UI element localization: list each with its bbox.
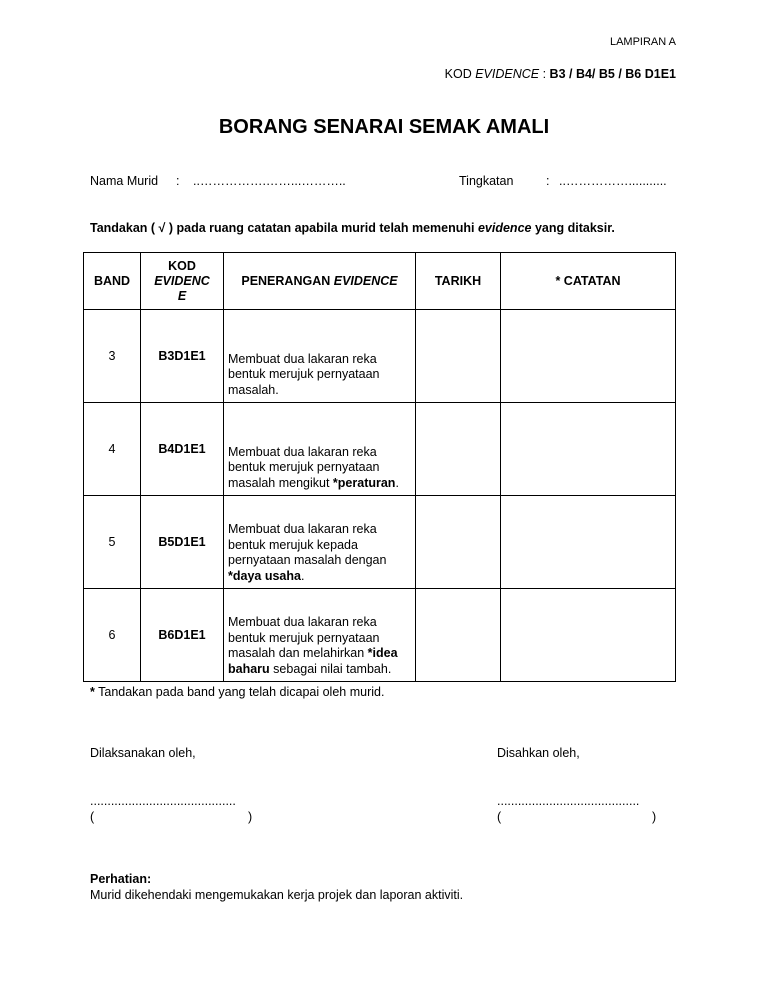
lampiran-label: LAMPIRAN A [609, 36, 676, 48]
description-cell [224, 310, 416, 403]
kod-cell: B3D1E1 [141, 310, 224, 403]
description-cell [224, 496, 416, 589]
perhatian-heading: Perhatian: [90, 872, 152, 886]
left-paren-close: ) [248, 810, 253, 824]
evidence-table [83, 252, 676, 682]
description-tail: . [395, 475, 399, 490]
tarikh-cell[interactable] [416, 496, 501, 589]
left-signature-line[interactable]: .......................................... [90, 794, 236, 808]
header-band: BAND [84, 253, 141, 310]
instruction-italic: evidence [477, 221, 532, 235]
description-bold: *idea baharu [228, 646, 398, 676]
left-paren-open: ( [90, 810, 95, 824]
tingkatan-field[interactable]: ..……………........... [559, 174, 667, 188]
kod-label: KOD [444, 67, 476, 81]
kod-cell: B4D1E1 [141, 403, 224, 496]
description-cell [224, 589, 416, 682]
note-star: * [90, 685, 95, 699]
nama-label: Nama Murid [90, 174, 159, 188]
nama-field[interactable]: ..…………….……...……….. [193, 174, 346, 188]
header-penerangan: PENERANGAN EVIDENCE [224, 253, 416, 310]
instruction [90, 221, 615, 235]
header-catatan: * CATATAN [501, 253, 676, 310]
table-row [84, 403, 676, 496]
catatan-cell[interactable] [501, 403, 676, 496]
tingkatan-label: Tingkatan [459, 174, 514, 188]
dilaksanakan-label: Dilaksanakan oleh, [90, 746, 196, 760]
description-bold: *daya usaha [228, 568, 301, 583]
table-row [84, 310, 676, 403]
band-cell: 6 [84, 589, 141, 682]
kod-colon: : [539, 67, 550, 81]
tarikh-cell[interactable] [416, 310, 501, 403]
tarikh-cell[interactable] [416, 589, 501, 682]
instruction-part2: yang ditaksir. [531, 221, 615, 235]
table-row [84, 589, 676, 682]
right-signature-line[interactable]: ......................................... [497, 794, 640, 808]
description-tail: . [300, 568, 305, 583]
catatan-cell[interactable] [501, 496, 676, 589]
tingkatan-colon: : [546, 174, 550, 188]
kod-evidence-line [445, 67, 676, 81]
instruction-part1: Tandakan ( √ ) pada ruang catatan apabila murid telah memenuhi [90, 221, 478, 235]
description-cell [224, 403, 416, 496]
nama-colon: : [176, 174, 180, 188]
perhatian-text: Murid dikehendaki mengemukakan kerja projek dan laporan aktiviti. [90, 888, 464, 902]
disahkan-label: Disahkan oleh, [497, 746, 580, 760]
catatan-cell[interactable] [501, 310, 676, 403]
band-cell: 4 [84, 403, 141, 496]
description-text: Membuat dua lakaran reka bentuk merujuk pernyataan masalah. [228, 351, 383, 397]
right-paren-close: ) [652, 810, 657, 824]
description-tail: sebagai nilai tambah. [269, 661, 392, 676]
header-tarikh: TARIKH [416, 253, 501, 310]
page-title: BORANG SENARAI SEMAK AMALI [218, 116, 550, 138]
kod-cell: B5D1E1 [141, 496, 224, 589]
catatan-cell[interactable] [501, 589, 676, 682]
description-text: Membuat dua lakaran reka bentuk merujuk kepada pernyataan masalah dengan [228, 522, 390, 567]
kod-label-italic: EVIDENCE [475, 67, 540, 81]
kod-cell: B6D1E1 [141, 589, 224, 682]
right-paren-open: ( [497, 810, 502, 824]
description-text: Membuat dua lakaran reka bentuk merujuk pernyataan masalah mengikut [228, 444, 383, 490]
band-cell: 3 [84, 310, 141, 403]
description-bold: *peraturan [332, 475, 396, 490]
description-text: Membuat dua lakaran reka bentuk merujuk pernyataan masalah dan melahirkan [228, 615, 383, 660]
tarikh-cell[interactable] [416, 403, 501, 496]
note-text: Tandakan pada band yang telah dicapai oleh murid. [94, 685, 385, 699]
band-note [90, 685, 384, 699]
table-row [84, 496, 676, 589]
header-kod-evidence: KOD EVIDENC E [141, 253, 224, 310]
kod-value: B3 / B4/ B5 / B6 D1E1 [549, 67, 676, 81]
table-header-row [84, 253, 676, 310]
band-cell: 5 [84, 496, 141, 589]
